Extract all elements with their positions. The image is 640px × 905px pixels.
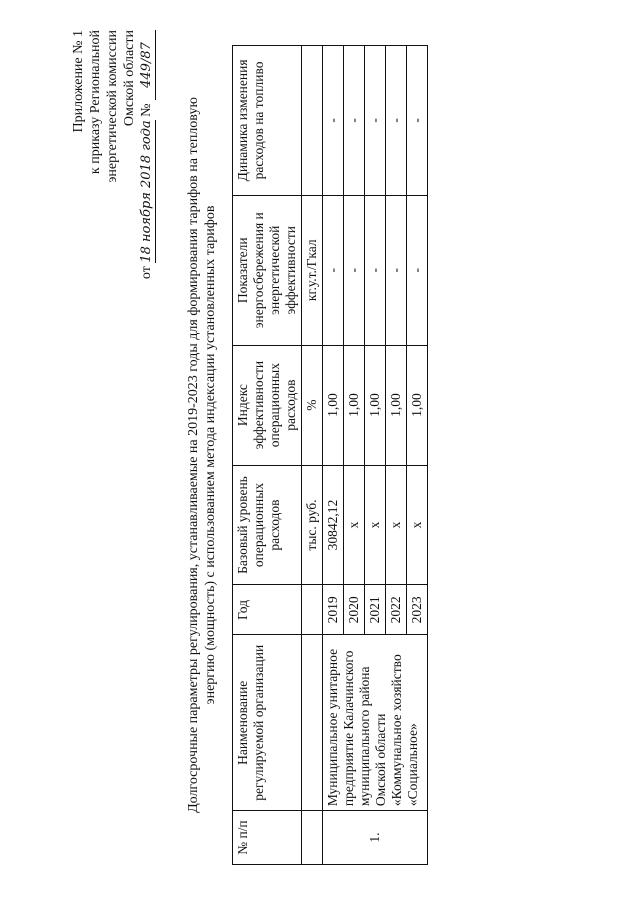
appendix-header: [70, 30, 156, 360]
appendix-line-4: Омской области: [122, 30, 137, 127]
base-level-cell: х: [407, 465, 428, 585]
table-units-row: [302, 46, 323, 865]
unit-energy-saving: кг.у.т./Гкал: [302, 195, 323, 345]
header-number: № п/п: [233, 811, 302, 865]
base-level-cell: х: [344, 465, 365, 585]
table-header-row: [233, 46, 302, 865]
fuel-dynamics-cell: -: [386, 46, 407, 196]
energy-saving-cell: -: [344, 195, 365, 345]
date-prefix: от: [139, 266, 154, 280]
header-energy-saving: Показатели энергосбережения и энергетической эффективности: [233, 195, 302, 345]
header-base-level: Базовый уровень операционных расходов: [233, 465, 302, 585]
appendix-line-2: к приказу Региональной: [88, 30, 103, 175]
year-cell: 2019: [323, 585, 344, 635]
header-efficiency-index: Индекс эффективности операционных расходов: [233, 345, 302, 465]
title-line-1: Долгосрочные параметры регулирования, устанавливаемые на 2019-2023 годы для формирования тарифов на тепловую: [186, 97, 201, 813]
row-number: 1.: [323, 811, 428, 865]
unit-fuel-dynamics: [302, 46, 323, 196]
efficiency-index-cell: 1,00: [323, 345, 344, 465]
base-level-cell: х: [365, 465, 386, 585]
unit-base-level: тыс. руб.: [302, 465, 323, 585]
appendix-line-1: Приложение № 1: [71, 30, 86, 133]
energy-saving-cell: -: [386, 195, 407, 345]
fuel-dynamics-cell: -: [323, 46, 344, 196]
energy-saving-cell: -: [323, 195, 344, 345]
header-year: Год: [233, 585, 302, 635]
document-title: [185, 45, 219, 865]
year-cell: 2023: [407, 585, 428, 635]
title-line-2: энергию (мощность) с использованием метода индексации установленных тарифов: [203, 205, 218, 705]
year-cell: 2021: [365, 585, 386, 635]
handwritten-date: 18 ноября 2018 года: [139, 120, 154, 263]
parameters-table: [232, 45, 428, 865]
organization-name: Муниципальное унитарное предприятие Калачинского муниципального района Омской области «Коммунальное хозяйство «Социальное»: [323, 635, 428, 811]
efficiency-index-cell: 1,00: [344, 345, 365, 465]
header-organization: Наименование регулируемой организации: [233, 635, 302, 811]
efficiency-index-cell: 1,00: [407, 345, 428, 465]
fuel-dynamics-cell: -: [365, 46, 386, 196]
header-fuel-dynamics: Динамика изменения расходов на топливо: [233, 46, 302, 196]
fuel-dynamics-cell: -: [344, 46, 365, 196]
unit-year: [302, 585, 323, 635]
base-level-cell: 30842,12: [323, 465, 344, 585]
table-row: [323, 46, 344, 865]
fuel-dynamics-cell: -: [407, 46, 428, 196]
energy-saving-cell: -: [365, 195, 386, 345]
efficiency-index-cell: 1,00: [386, 345, 407, 465]
base-level-cell: х: [386, 465, 407, 585]
appendix-date-number: [138, 30, 156, 360]
appendix-line-3: энергетической комиссии: [105, 30, 120, 183]
unit-organization: [302, 635, 323, 811]
handwritten-number: 449/87: [138, 30, 156, 100]
unit-number: [302, 811, 323, 865]
energy-saving-cell: -: [407, 195, 428, 345]
year-cell: 2020: [344, 585, 365, 635]
unit-efficiency-index: %: [302, 345, 323, 465]
number-prefix: №: [139, 103, 154, 117]
efficiency-index-cell: 1,00: [365, 345, 386, 465]
year-cell: 2022: [386, 585, 407, 635]
